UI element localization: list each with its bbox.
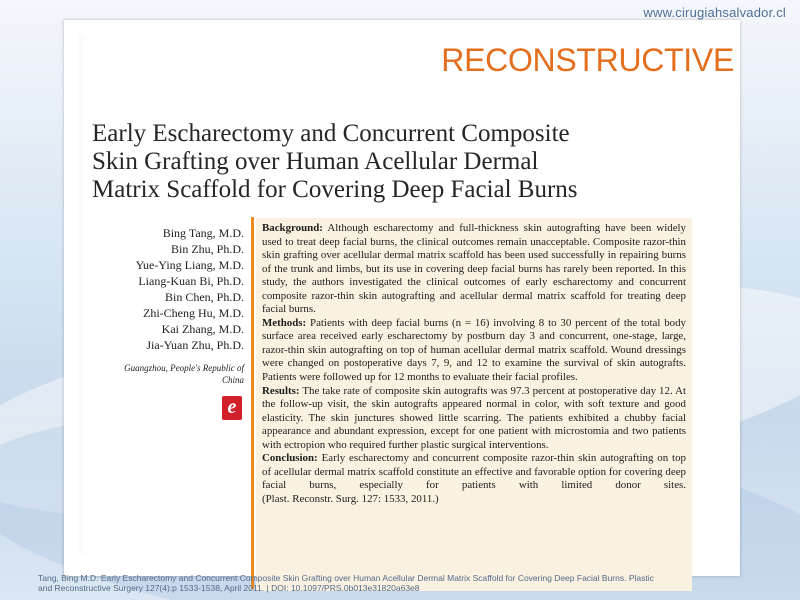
abstract-text: Early escharectomy and concurrent composite razor-thin skin autografting on top of acellular dermal matrix scaffold constitute an effective and favorable option for covering deep facial burns, especially for patients with limited donor sites.: [262, 452, 686, 492]
author-name: Bin Chen, Ph.D.: [164, 290, 244, 304]
affiliation: [92, 362, 244, 386]
author-name: Jia-Yuan Zhu, Ph.D.: [146, 338, 244, 352]
abstract-accent-bar: [251, 217, 254, 589]
page-margin-shade: [78, 34, 84, 554]
affiliation-line: Guangzhou, People's Republic of: [124, 363, 244, 373]
abstract-text: The take rate of composite skin autografts was 97.3 percent at postoperative day 12. At the follow-up visit, the skin autografts appeared normal in color, with soft texture and good elasticity. The skin junctures showed little scarring. The patients exhibited a chubby facial appearance and abundant expression, except for one patient with microstomia and two patients with ectropion who required further plastic surgical interventions.: [262, 384, 686, 451]
paper-title: [92, 120, 732, 204]
citation-line: Tang, Bing M.D. Early Escharectomy and Concurrent Composite Skin Grafting over Human Acellular Dermal Matrix Scaffold for Covering Deep Facial Burns. Plastic: [38, 573, 654, 583]
author-name: Liang-Kuan Bi, Ph.D.: [138, 274, 244, 288]
title-line: Matrix Scaffold for Covering Deep Facial Burns: [92, 176, 578, 203]
abstract-label: Background:: [262, 222, 323, 234]
abstract-methods: [262, 317, 686, 385]
author-name: Kai Zhang, M.D.: [161, 322, 244, 336]
abstract-label: Methods:: [262, 316, 307, 329]
site-url: www.cirugiahsalvador.cl: [643, 5, 786, 20]
paper-page: [64, 20, 740, 576]
abstract-label: Conclusion:: [262, 452, 318, 465]
section-heading: RECONSTRUCTIVE: [441, 42, 734, 78]
author-name: Bing Tang, M.D.: [162, 226, 244, 240]
abstract-text: Patients with deep facial burns (n = 16) involving 8 to 30 percent of the total body surface area received early escharectomy by postburn day 3 and concurrent, one-stage, large, razor-thin skin autografting on top of human acellular dermal matrix scaffold. Wound dressings were changed on postoperative days 7, 9, and 12 to examine the survival of skin autografts. Patients were followed up for 12 months to evaluate their facial profiles.: [262, 316, 686, 384]
abstract-conclusion: [262, 452, 686, 506]
abstract-text: Although escharectomy and full-thickness skin autografting have been widely used to treat deep facial burns, the clinical outcomes remain unacceptable. Composite razor-thin skin grafting over acellular dermal matrix scaffold has been used successfully in repairing burns of the trunk and limbs, but its use in covering deep facial burns has rarely been reported. In this study, the authors investigated the clinical outcomes of early escharectomy and concurrent composite razor-thin skin autografting and acellular dermal matrix scaffold for treating deep facial burns.: [262, 222, 687, 316]
abstract-box: [256, 218, 692, 591]
journal-reference: (Plast. Reconstr. Surg. 127: 1533, 2011.): [262, 492, 439, 505]
affiliation-line: China: [221, 375, 244, 385]
abstract-background: [262, 222, 686, 317]
electronic-edition-badge-icon: e: [222, 396, 242, 420]
title-line: Early Escharectomy and Concurrent Composite: [92, 120, 570, 147]
citation-line: and Reconstructive Surgery 127(4):p 1533-1538, April 2011. | DOI: 10.1097/PRS.0b013e31820a63e8: [38, 583, 420, 593]
abstract-label: Results:: [262, 384, 300, 397]
abstract-results: [262, 385, 686, 453]
author-name: Yue-Ying Liang, M.D.: [135, 258, 244, 272]
citation-footer: [38, 573, 778, 593]
title-line: Skin Grafting over Human Acellular Dermal: [92, 148, 539, 175]
author-name: Bin Zhu, Ph.D.: [170, 242, 244, 256]
author-list: [92, 225, 244, 353]
author-name: Zhi-Cheng Hu, M.D.: [143, 306, 244, 320]
